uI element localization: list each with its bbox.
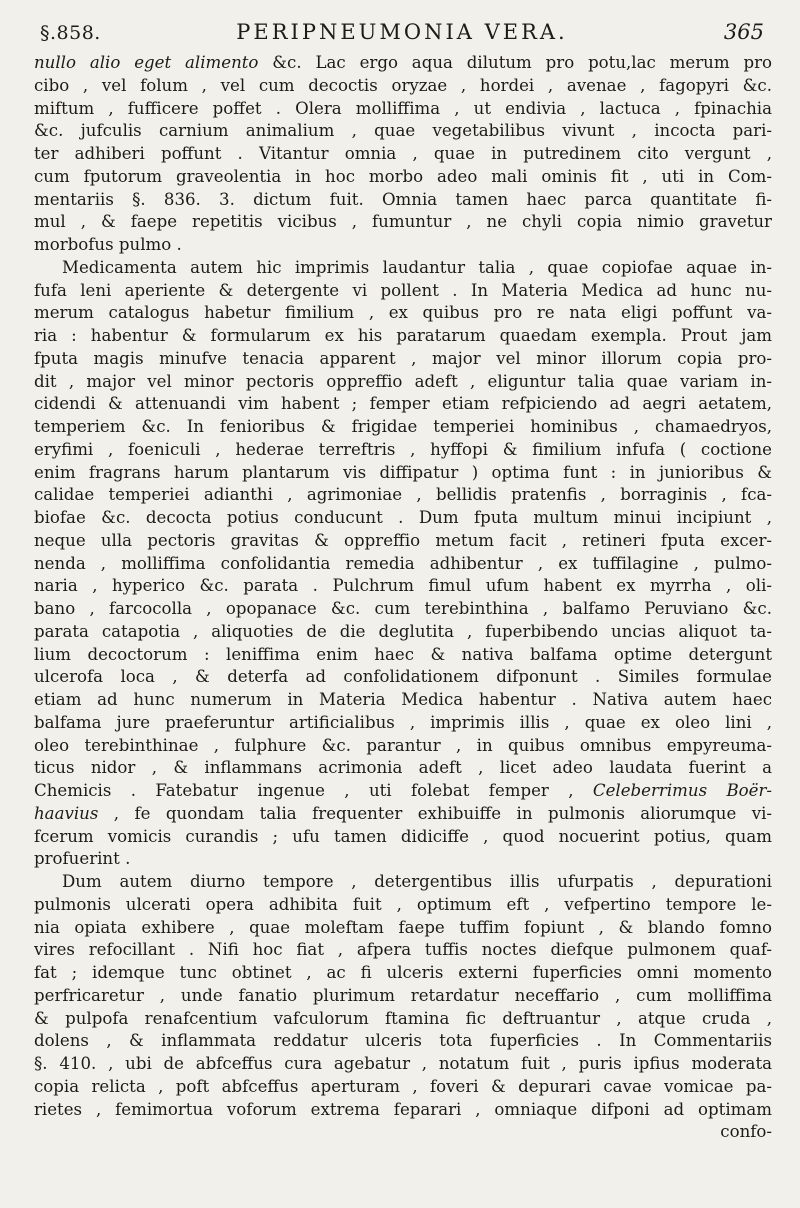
text-line xyxy=(34,939,772,962)
text-run: &c. jufculis carnium animalium , quae vegetabilibus vivunt , incocta pari- xyxy=(34,121,772,141)
text-run: confo- xyxy=(720,1122,772,1142)
text-run: ticus nidor , & inflammans acrimonia adeft , licet adeo laudata fuerint a xyxy=(34,758,772,778)
text-line xyxy=(34,1121,772,1144)
text-run: rietes , femimortua voforum extrema feparari , omniaque difponi ad optimam xyxy=(34,1099,772,1119)
text-run: fufa leni aperiente & detergente vi pollent . In Materia Medica ad hunc nu- xyxy=(34,280,772,300)
text-run: ria : habentur & formularum ex his paratarum quaedam exempla. Prout jam xyxy=(34,326,772,345)
text-run: pulmonis ulcerati opera adhibita fuit , optimum eft , vefpertino tempore le- xyxy=(34,894,772,914)
text-line xyxy=(34,575,772,598)
text-run: cibo , vel folum , vel cum decoctis oryzae , hordei , avenae , fagopyri &c. xyxy=(34,75,772,95)
text-line xyxy=(34,166,772,189)
text-line xyxy=(34,143,772,166)
text-run: temperiem &c. In fenioribus & frigidae temperiei hominibus , chamaedryos, xyxy=(34,417,772,436)
text-run: dolens , & inflammata reddatur ulceris tota fuperficies . In Commentariis xyxy=(34,1031,772,1051)
text-line xyxy=(34,644,772,667)
text-run: oleo terebinthinae , fulphure &c. parantur , in quibus omnibus empyreuma- xyxy=(34,735,772,755)
text-line xyxy=(34,621,772,644)
text-line xyxy=(34,189,772,212)
text-run: fat ; idemque tunc obtinet , ac fi ulceris externi fuperficies omni momento xyxy=(34,963,772,982)
text-line xyxy=(34,280,772,303)
text-run: vires refocillant . Nifi hoc fiat , afpera tuffis noctes diefque pulmonem quaf- xyxy=(34,940,772,960)
text-run: §. 410. , ubi de abfceffus cura agebatur , notatum fuit , puris ipfius moderata xyxy=(34,1054,772,1073)
text-line xyxy=(34,962,772,985)
text-line xyxy=(34,757,772,780)
running-title: PERIPNEUMONIA VERA. xyxy=(236,20,568,44)
text-run: nenda , molliffima confolidantia remedia adhibentur , ex tuffilagine , pulmo- xyxy=(34,553,772,573)
body-text xyxy=(34,52,772,1144)
text-line xyxy=(34,735,772,758)
text-run: mentariis §. 836. 3. dictum fuit. Omnia tamen haec parca quantitate fi- xyxy=(34,189,772,209)
text-line xyxy=(34,439,772,462)
italic-run: Celeberrimus Boër- xyxy=(592,781,772,800)
text-line xyxy=(34,848,772,871)
text-run: fcerum vomicis curandis ; ufu tamen didiciffe , quod nocuerint potius, quam xyxy=(34,826,772,846)
text-run: copia relicta , poft abfceffus aperturam , foveri & depurari cavae vomicae pa- xyxy=(34,1076,772,1096)
text-line xyxy=(34,1076,772,1099)
text-line xyxy=(34,1008,772,1031)
text-run: ulcerofa loca , & deterfa ad confolidationem difponunt . Similes formulae xyxy=(34,667,772,687)
text-run: enim fragrans harum plantarum vis diffipatur ) optima funt : in junioribus & xyxy=(34,462,772,482)
text-run: eryfimi , foeniculi , hederae terreftris , hyffopi & fimilium infufa ( coctione xyxy=(34,439,772,459)
text-run: calidae temperiei adianthi , agrimoniae , bellidis pratenfis , borraginis , fca- xyxy=(34,485,772,505)
text-line xyxy=(34,52,772,75)
text-line xyxy=(34,234,772,257)
text-line xyxy=(34,666,772,689)
text-line xyxy=(34,1053,772,1076)
text-line xyxy=(34,894,772,917)
text-run: biofae &c. decocta potius conducunt . Dum fputa multum minui incipiunt , xyxy=(34,508,772,527)
page-number: 365 xyxy=(723,20,764,44)
text-run: fputa magis minufve tenacia apparent , major vel minor illorum copia pro- xyxy=(34,348,772,368)
italic-run: nullo alio eget alimento xyxy=(34,53,259,72)
text-line xyxy=(34,985,772,1008)
text-run: etiam ad hunc numerum in Materia Medica habentur . Nativa autem haec xyxy=(34,690,772,709)
text-line xyxy=(34,348,772,371)
text-line xyxy=(34,211,772,234)
text-line xyxy=(34,98,772,121)
text-line xyxy=(34,917,772,940)
section-number: §.858. xyxy=(40,22,101,44)
text-line xyxy=(34,1030,772,1053)
text-line xyxy=(34,371,772,394)
text-run: ter adhiberi poffunt . Vitantur omnia , quae in putredinem cito vergunt , xyxy=(34,144,772,163)
text-run: & pulpofa renafcentium vafculorum ftamina fic deftruantur , atque cruda , xyxy=(34,1008,772,1028)
text-run: balfama jure praeferuntur artificialibus , imprimis illis , quae ex oleo lini , xyxy=(34,712,772,732)
text-line xyxy=(34,871,772,894)
text-run: merum catalogus habetur fimilium , ex quibus pro re nata eligi poffunt va- xyxy=(34,303,772,323)
text-run: &c. Lac ergo aqua dilutum pro potu,lac merum pro xyxy=(258,53,772,72)
text-line xyxy=(34,325,772,348)
text-line xyxy=(34,553,772,576)
text-line xyxy=(34,75,772,98)
text-run: neque ulla pectoris gravitas & oppreffio metum facit , retineri fputa excer- xyxy=(34,530,772,550)
text-run: Chemicis . Fatebatur ingenue , uti folebat femper , xyxy=(34,781,593,800)
text-run: cidendi & attenuandi vim habent ; femper etiam refpiciendo ad aegri aetatem, xyxy=(34,394,772,414)
text-run: nia opiata exhibere , quae moleftam faepe tuffim fopiunt , & blando fomno xyxy=(34,917,772,937)
text-line xyxy=(34,780,772,803)
text-run: bano , farcocolla , opopanace &c. cum terebinthina , balfamo Peruviano &c. xyxy=(34,599,772,618)
text-run: Dum autem diurno tempore , detergentibus illis ufurpatis , depurationi xyxy=(62,872,772,891)
text-line xyxy=(34,826,772,849)
text-line xyxy=(34,462,772,485)
text-line xyxy=(34,803,772,826)
page-header xyxy=(40,16,764,46)
text-line xyxy=(34,302,772,325)
text-line xyxy=(34,120,772,143)
text-line xyxy=(34,689,772,712)
text-line xyxy=(34,598,772,621)
text-line xyxy=(34,1099,772,1122)
text-run: parata catapotia , aliquoties de die deglutita , fuperbibendo uncias aliquot ta- xyxy=(34,621,772,641)
text-line xyxy=(34,484,772,507)
text-run: cum fputorum graveolentia in hoc morbo adeo mali ominis fit , uti in Com- xyxy=(34,166,772,186)
text-run: dit , major vel minor pectoris oppreffio adeft , eliguntur talia quae variam in- xyxy=(34,371,772,391)
text-run: mul , & faepe repetitis vicibus , fumuntur , ne chyli copia nimio gravetur xyxy=(34,212,772,232)
text-run: naria , hyperico &c. parata . Pulchrum fimul ufum habent ex myrrha , oli- xyxy=(34,576,772,596)
italic-run: haavius xyxy=(34,803,99,823)
text-line xyxy=(34,530,772,553)
text-run: , fe quondam talia frequenter exhibuiffe in pulmonis aliorumque vi- xyxy=(98,803,772,823)
text-line xyxy=(34,507,772,530)
text-line xyxy=(34,393,772,416)
text-run: perfricaretur , unde fanatio plurimum retardatur neceffario , cum molliffima xyxy=(34,985,772,1005)
text-run: morbofus pulmo . xyxy=(34,235,182,254)
text-run: Medicamenta autem hic imprimis laudantur talia , quae copiofae aquae in- xyxy=(62,257,772,277)
text-run: lium decoctorum : leniffima enim haec & nativa balfama optime detergunt xyxy=(34,644,772,664)
text-run: miftum , fufficere poffet . Olera molliffima , ut endivia , lactuca , fpinachia xyxy=(34,98,772,118)
text-line xyxy=(34,257,772,280)
text-run: profuerint . xyxy=(34,849,131,869)
text-line xyxy=(34,712,772,735)
text-line xyxy=(34,416,772,439)
